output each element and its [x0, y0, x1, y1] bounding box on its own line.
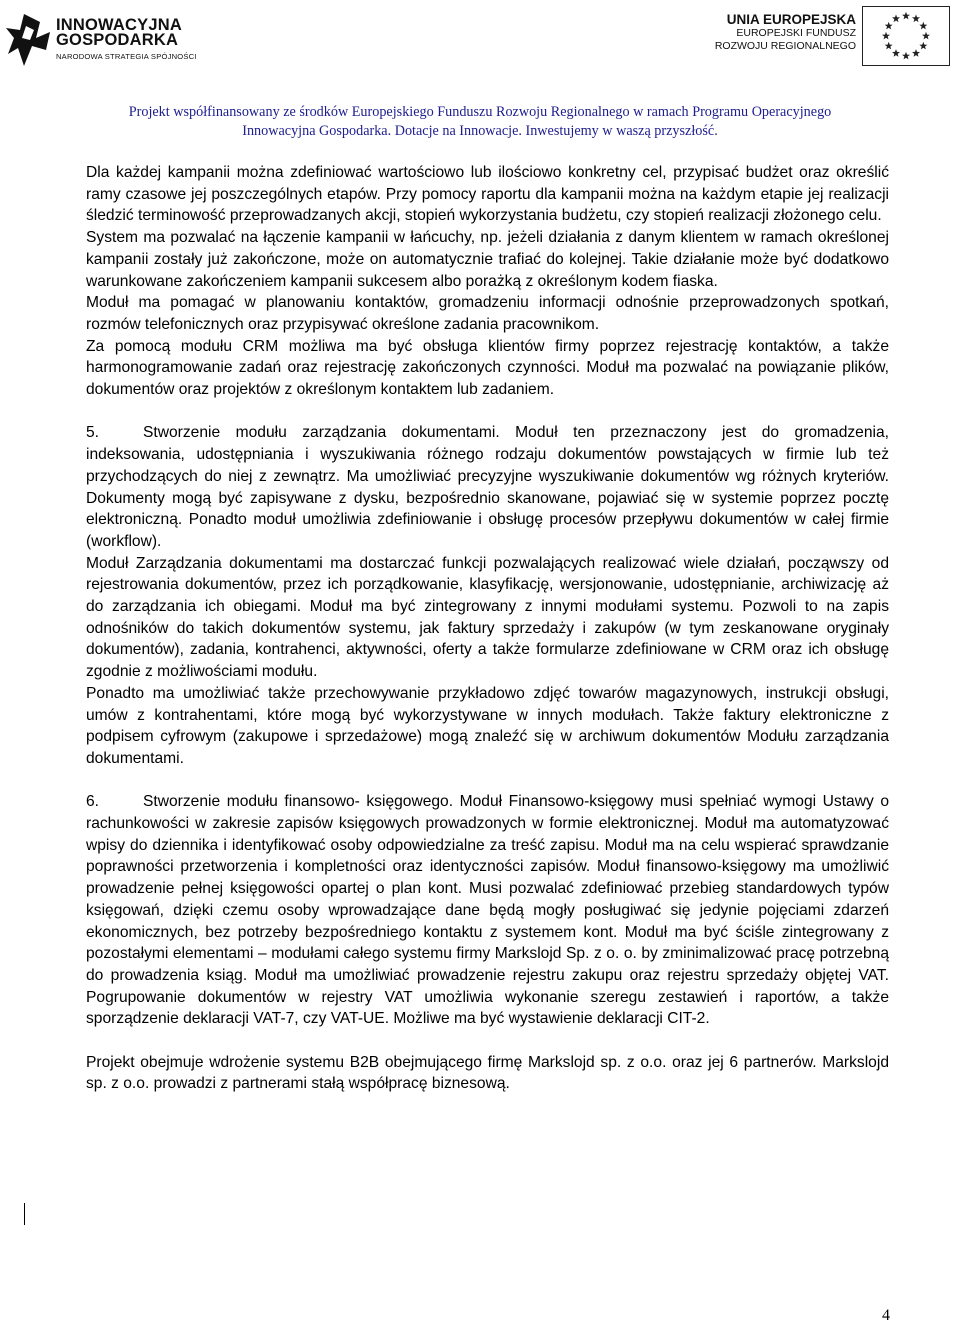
eu-flag-icon [862, 6, 950, 66]
section-5-text: Stworzenie modułu zarządzania dokumentami. Moduł ten przeznaczony jest do gromadzenia, indeksowania, udostępniania i wyszukiwania różnego rodzaju dokumentów powstających w firmie lub też przychodzących do niej z zewnątrz. Ma umożliwiać precyzyjne wyszukiwanie dokumentów wg różnych kryteriów. Dokumenty mogą być zapisywane z dysku, bezpośrednio skanowane, pojawiać się w systemie poprzez pocztę elektroniczną. Ponadto moduł umożliwia zdefiniowanie i obsługę procesów przepływu dokumentów w całej firmie (workflow). [86, 424, 889, 550]
eu-star-icon [912, 14, 920, 22]
section-5-number: 5. [86, 424, 100, 442]
section-6-number: 6. [86, 793, 100, 811]
page-number: 4 [882, 1307, 890, 1324]
eu-line3: ROZWOJU REGIONALNEGO [714, 40, 856, 52]
section-5-paragraph [86, 422, 889, 552]
eu-star-icon [892, 14, 900, 22]
innowacyjna-gospodarka-logo [6, 10, 206, 70]
eu-star-icon [902, 12, 910, 20]
eu-line2: EUROPEJSKI FUNDUSZ [736, 27, 856, 39]
section-6-text: Stworzenie modułu finansowo- księgowego. Moduł Finansowo-księgowy musi spełniać wymogi Ustawy o rachunkowości w zakresie zapisów księgowych prowadzonych w formie elektronicznej. Moduł ma automatyzować wpisy do dziennika i identyfikować osoby odpowiedzialne za treść zapisu. Moduł ma na celu wspierać sprawdzanie poprawności przetworzenia i kompletności oraz identyczności zapisów. Moduł finansowo-księgowy ma umożliwić prowadzenie pełnej księgowości opartej o plan kont. Musi pozwalać zdefiniować przebieg standardowych typów księgowań, dzięki czemu osoby wprowadzające dane będą mogły posługiwać się jedynie pojęciami zdarzeń ekonomicznych, bez potrzeby bezpośredniego kontaktu z systemem kont. Moduł ma być ściśle zintegrowany z pozostałymi elementami – modułami całego systemu firmy Markslojd Sp. z o. o. by zminimalizować pracę potrzebną do prowadzenia ksiąg. Moduł ma umożliwiać prowadzenie rejestru zakupu oraz rejestru sprzedaży objętej VAT. Pogrupowanie dokumentów w rejestry VAT umożliwia wykonanie szeregu zestawień i raportów, a także sporządzenie deklaracji VAT-7, czy VAT-UE. Możliwe ma być wystawienie deklaracji CIT-2. [86, 793, 889, 1028]
eu-star-icon [902, 52, 910, 60]
eu-star-icon [919, 22, 927, 30]
eu-star-icon [885, 22, 893, 30]
section-5-paragraph-3: Ponadto ma umożliwiać także przechowywanie przykładowo zdjęć towarów magazynowych, instrukcji obsługi, umów z kontrahentami, które mogą być wykorzystywane w innych modułach. Także faktury elektroniczne z podpisem cyfrowym (zakupowe i sprzedażowe) mogą znaleźć się w archiwum dokumentów Modułu zarządzania dokumentami. [86, 684, 889, 767]
logo-title-line1: INNOWACYJNA [56, 16, 182, 34]
cofinance-line1: Projekt współfinansowany ze środków Europejskiego Funduszu Rozwoju Regionalnego w ramach Programu Operacyjnego [128, 104, 832, 120]
eu-star-icon [922, 32, 930, 40]
paragraph-campaign-chains: System ma pozwalać na łączenie kampanii w łańcuchy, np. jeżeli działania z danym klientem w ramach określonej kampanii zostały już zakończone, może on automatycznie trafiać do kolejnej. Takie działanie może być dodatkowo warunkowane zakończeniem kampanii sukcesem albo porażką z określonym kodem fiaska. [86, 229, 889, 290]
paragraph-campaign-goals: Dla każdej kampanii można zdefiniować wartościowo lub ilościowo konkretny cel, przypisać budżet oraz określić ramy czasowe jej poszczególnych etapów. Przy pomocy raportu dla kampanii można na każdym etapie jej realizacji śledzić terminowość przeprowadzanych akcji, stopień wykorzystania budżetu, czy stopień realizacji złożonego celu. [86, 164, 889, 225]
innowacyjna-gospodarka-emblem-icon [6, 10, 54, 70]
eu-line1: UNIA EUROPEJSKA [726, 12, 856, 27]
paragraph-crm-module: Za pomocą modułu CRM możliwa ma być obsługa klientów firmy poprzez rejestrację kontaktów, a także harmonogramowanie zadań oraz rejestrację zakończonych czynności. Moduł ma pozwalać na powiązanie plików, dokumentów oraz projektów z określonym kontaktem lub zadaniem. [86, 337, 889, 399]
cofinance-line2: Innowacyjna Gospodarka. Dotacje na Innowacje. Inwestujemy w waszą przyszłość. [242, 122, 718, 139]
paragraph-contact-planning: Moduł ma pomagać w planowaniu kontaktów, gromadzeniu informacji odnośnie przeprowadzonych spotkań, rozmów telefonicznych oraz przypisywać określone zadania pracownikom. [86, 294, 889, 333]
section-5-paragraph-2: Moduł Zarządzania dokumentami ma dostarczać funkcji pozwalających realizować wiele działań, począwszy od rejestrowania dokumentów, przez ich porządkowanie, klasyfikację, wersjonowanie, udostępnianie, archiwizację aż do zarządzania ich obiegami. Moduł ma być zintegrowany z innymi modułami systemu. Pozwoli to na zapis odnośników do takich dokumentów systemu, jak faktury sprzedaży i zakupów (w tym zeskanowane oryginały dokumentów), zadania, kontrahenci, aktywności, oferty a także formularze zdefiniowane w CRM oraz ich obsługę zgodnie z możliwościami modułu. [86, 554, 889, 681]
eu-stars-icon [863, 7, 949, 65]
revision-change-bar [24, 1203, 25, 1225]
logo-title [56, 18, 182, 48]
eu-star-icon [919, 42, 927, 50]
eu-star-icon [892, 49, 900, 57]
document-body [86, 162, 889, 1095]
eu-star-icon [882, 32, 890, 40]
logo-subtitle: NARODOWA STRATEGIA SPÓJNOŚCI [56, 52, 197, 61]
closing-paragraph: Projekt obejmuje wdrożenie systemu B2B obejmującego firmę Markslojd sp. z o.o. oraz jej 6 partnerów. Markslojd sp. z o.o. prowadzi z partnerami stałą współpracę biznesową. [86, 1053, 889, 1093]
section-6-paragraph [86, 791, 889, 1030]
eu-star-icon [885, 42, 893, 50]
cofinance-notice [0, 103, 960, 140]
logo-title-line2: GOSPODARKA [56, 31, 179, 49]
eu-logo-text [715, 12, 856, 53]
eu-logo [706, 6, 956, 72]
eu-star-icon [912, 49, 920, 57]
